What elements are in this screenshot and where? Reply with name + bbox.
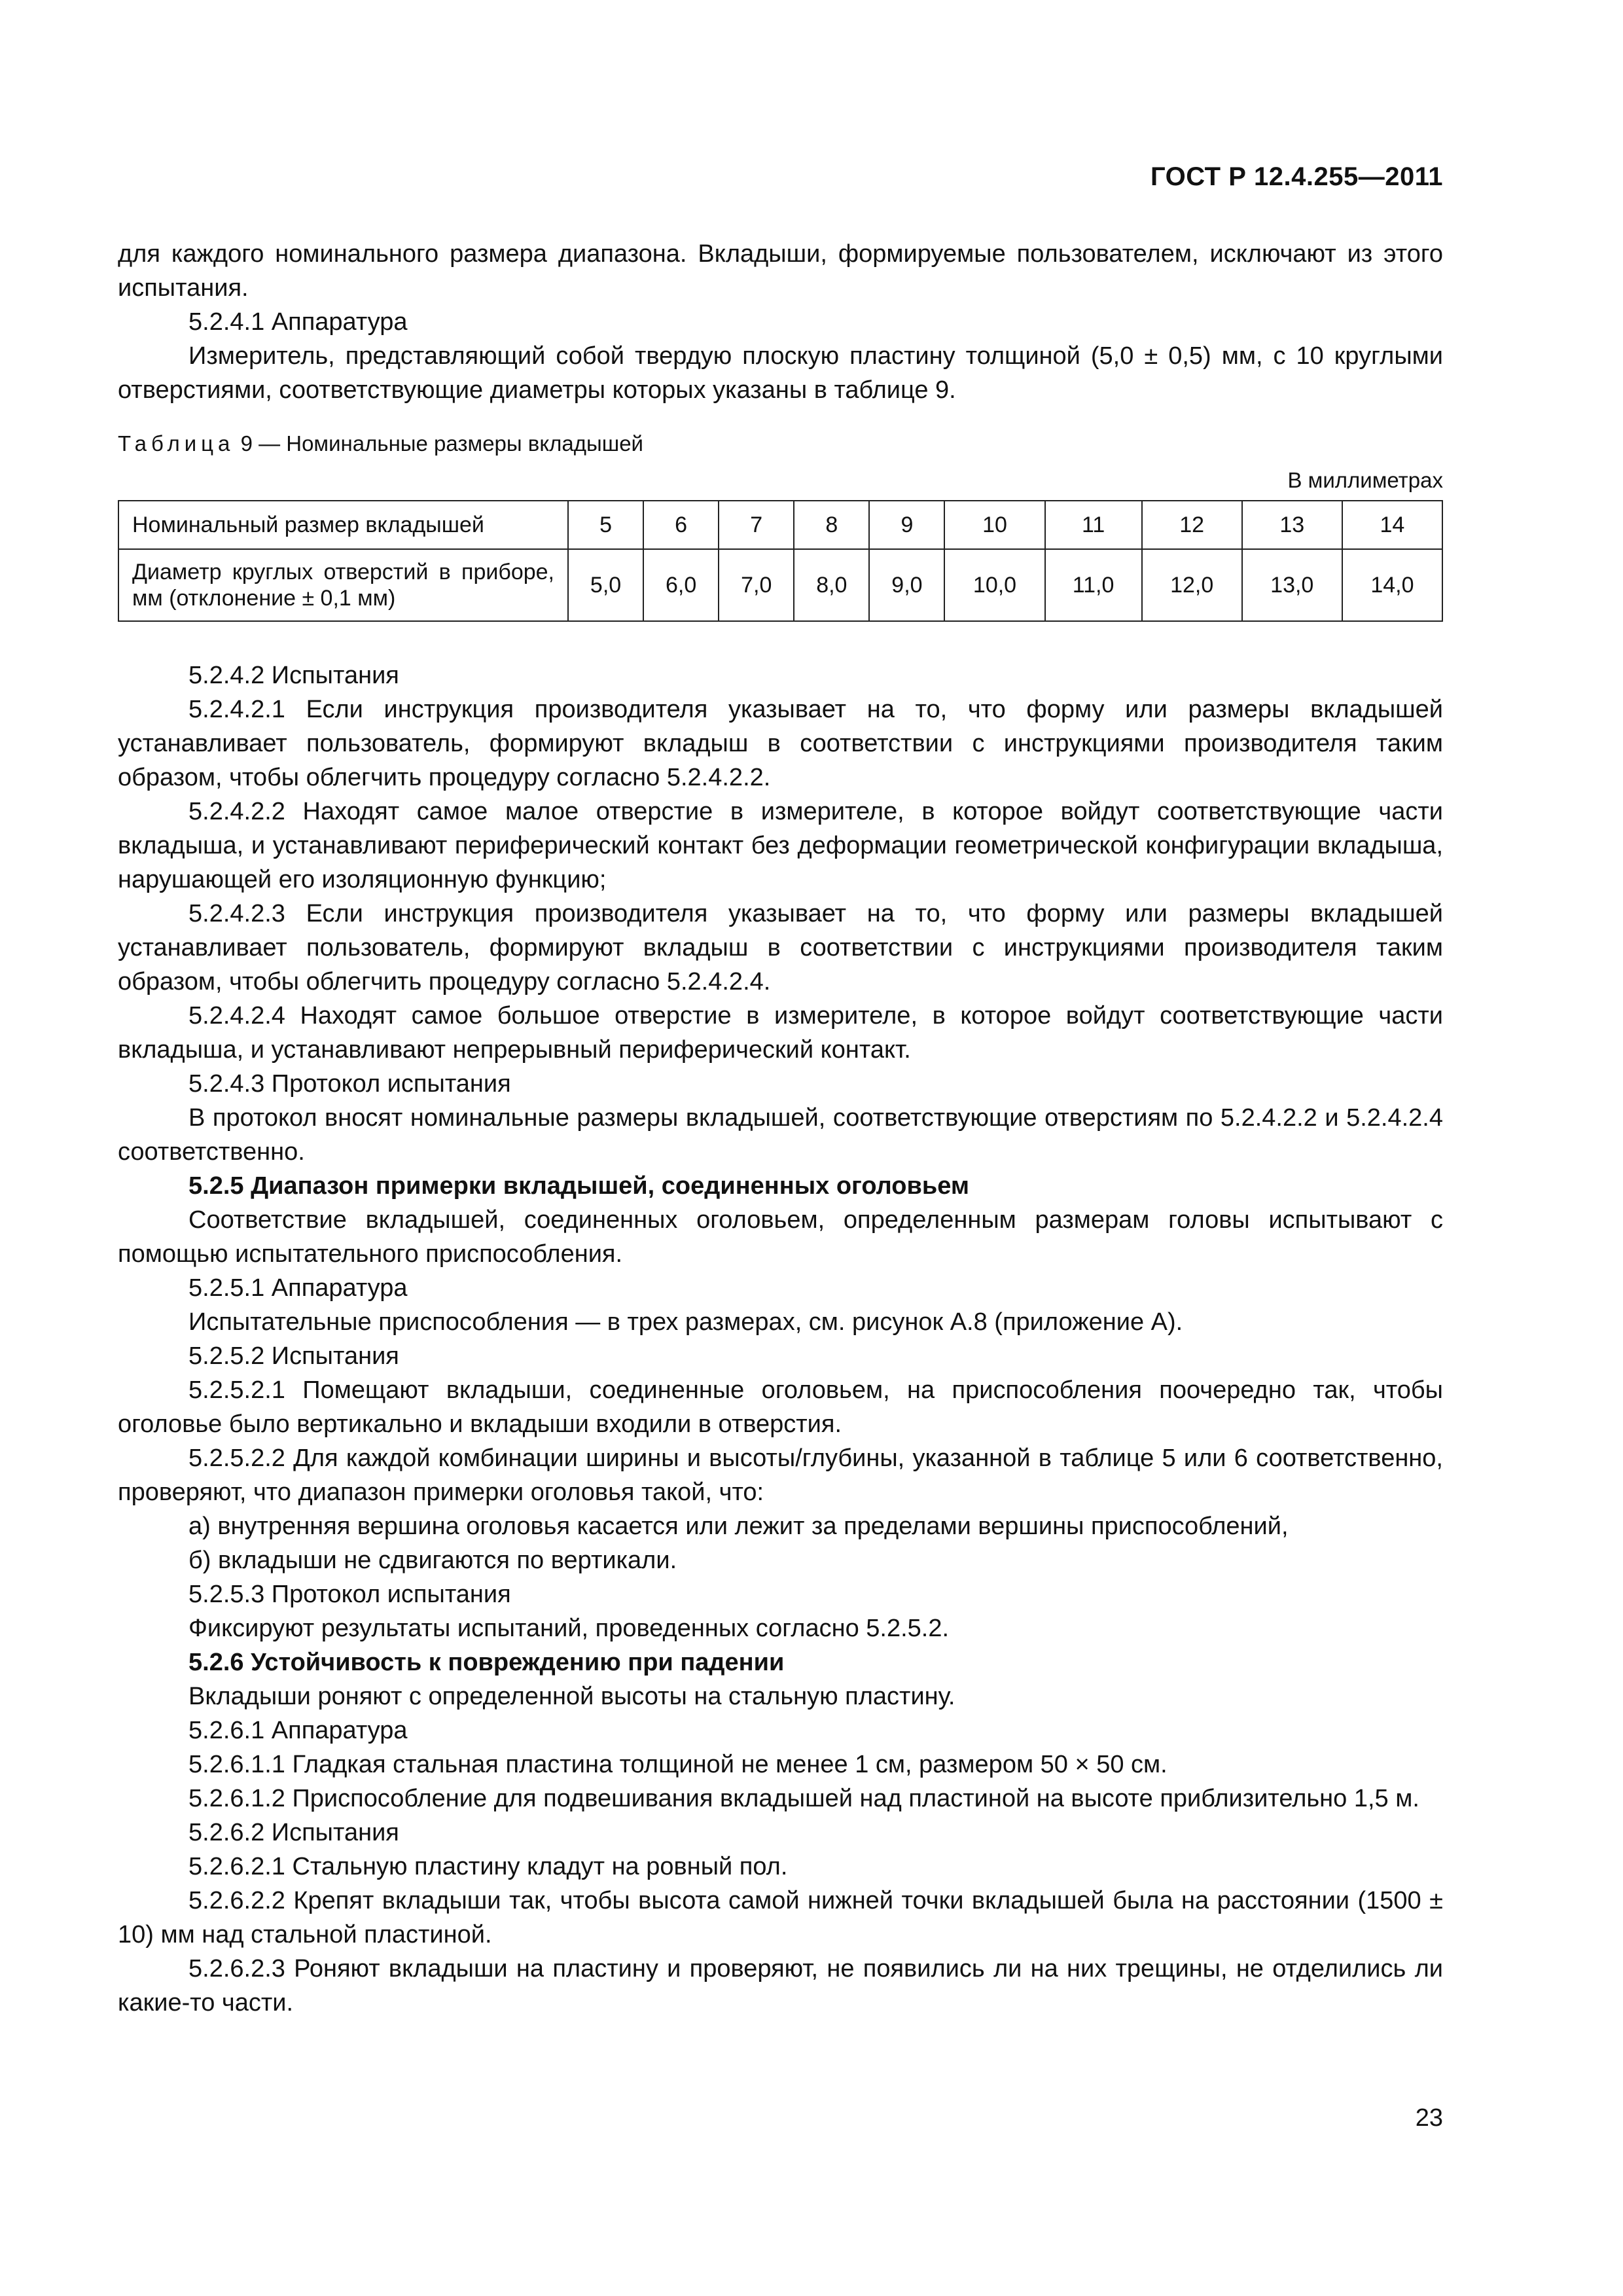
table-cell: 13: [1242, 501, 1342, 549]
table-cell: 5: [568, 501, 643, 549]
table-cell: 9: [869, 501, 944, 549]
table-cell: 14,0: [1342, 549, 1442, 621]
table-9-caption: [118, 428, 1443, 459]
subsection-title-5242: 5.2.4.2 Испытания: [188, 662, 399, 689]
paragraph-52622: 5.2.6.2.2 Крепят вкладыши так, чтобы высота самой нижней точки вкладышей была на расстоянии (1500 ± 10) мм над стальной пластиной.: [118, 1887, 1443, 1948]
paragraph-52422: 5.2.4.2.2 Находят самое малое отверстие в измерителе, в которое войдут соответствующие части вкладыша, и устанавливают периферический контакт без деформации геометрической конфигурации вкладыша, нарушающей его изоляционную функцию;: [118, 798, 1443, 893]
section-heading-526: 5.2.6 Устойчивость к повреждению при падении: [188, 1649, 785, 1676]
paragraph-52612: 5.2.6.1.2 Приспособление для подвешивания вкладышей над пластиной на высоте приблизительно 1,5 м.: [188, 1785, 1419, 1812]
table-cell: 6,0: [643, 549, 719, 621]
row-header-nominal-size: Номинальный размер вкладышей: [118, 501, 568, 549]
section-heading-525: 5.2.5 Диапазон примерки вкладышей, соединенных оголовьем: [188, 1172, 969, 1200]
table-cell: 12: [1142, 501, 1242, 549]
table-row-nominal-size: [118, 501, 1442, 549]
table-cell: 14: [1342, 501, 1442, 549]
document-page: [118, 0, 1443, 2296]
subsection-title-5261: 5.2.6.1 Аппаратура: [188, 1717, 408, 1744]
table-cell: 6: [643, 501, 719, 549]
paragraph-52522: 5.2.5.2.2 Для каждой комбинации ширины и высоты/глубины, указанной в таблице 5 или 6 соответственно, проверяют, что диапазон примерки оголовья такой, что:: [118, 1444, 1443, 1506]
paragraph-continuation: для каждого номинального размера диапазона. Вкладыши, формируемые пользователем, исключают из этого испытания.: [118, 240, 1443, 302]
table-cell: 12,0: [1142, 549, 1242, 621]
table-9: [118, 500, 1443, 622]
paragraph-apparatus-description: Измеритель, представляющий собой твердую плоскую пластину толщиной (5,0 ± 0,5) мм, с 10 круглыми отверстиями, соответствующие диаметры которых указаны в таблице 9.: [118, 342, 1443, 404]
page-number: 23: [1415, 2104, 1443, 2132]
paragraph-52611: 5.2.6.1.1 Гладкая стальная пластина толщиной не менее 1 см, размером 50 × 50 см.: [188, 1751, 1168, 1778]
list-item-b: б) вкладыши не сдвигаются по вертикали.: [188, 1547, 677, 1574]
table-row-hole-diameter: [118, 549, 1442, 621]
table-cell: 13,0: [1242, 549, 1342, 621]
paragraph-5253: Фиксируют результаты испытаний, проведенных согласно 5.2.5.2.: [188, 1615, 950, 1642]
subsection-title-5251: 5.2.5.1 Аппаратура: [188, 1274, 408, 1302]
subsection-title-5262: 5.2.6.2 Испытания: [188, 1819, 399, 1846]
table-cell: 8: [794, 501, 869, 549]
row-header-hole-diameter: Диаметр круглых отверстий в приборе, мм (отклонение ± 0,1 мм): [118, 549, 568, 621]
subsection-title-5253: 5.2.5.3 Протокол испытания: [188, 1581, 511, 1608]
table-cell: 5,0: [568, 549, 643, 621]
table-cell: 10,0: [944, 549, 1044, 621]
table-cell: 7,0: [719, 549, 794, 621]
table-cell: 10: [944, 501, 1044, 549]
table-9-caption-block: [118, 428, 1443, 459]
document-header: ГОСТ Р 12.4.255—2011: [1150, 162, 1443, 191]
subsection-title-5252: 5.2.5.2 Испытания: [188, 1342, 399, 1370]
paragraph-protocol-5243: В протокол вносят номинальные размеры вкладышей, соответствующие отверстиям по 5.2.4.2.2 и 5.2.4.2.4 соответственно.: [118, 1104, 1443, 1166]
paragraph-52421: 5.2.4.2.1 Если инструкция производителя указывает на то, что форму или размеры вкладышей устанавливает пользователь, формируют вкладыш в соответствии с инструкциями производителя таким образом, чтобы облегчить процедуру согласно 5.2.4.2.2.: [118, 696, 1443, 791]
paragraph-525-intro: Соответствие вкладышей, соединенных оголовьем, определенным размерам головы испытывают с помощью испытательного приспособления.: [118, 1206, 1443, 1268]
table-cell: 9,0: [869, 549, 944, 621]
paragraph-52423: 5.2.4.2.3 Если инструкция производителя указывает на то, что форму или размеры вкладышей устанавливает пользователь, формируют вкладыш в соответствии с инструкциями производителя таким образом, чтобы облегчить процедуру согласно 5.2.4.2.4.: [118, 900, 1443, 996]
paragraph-52424: 5.2.4.2.4 Находят самое большое отверстие в измерителе, в которое войдут соответствующие части вкладыша, и устанавливают непрерывный периферический контакт.: [118, 1002, 1443, 1064]
paragraph-5251: Испытательные приспособления — в трех размерах, см. рисунок А.8 (приложение А).: [188, 1308, 1183, 1336]
subsection-title-5241: 5.2.4.1 Аппаратура: [188, 308, 408, 336]
table-cell: 11: [1045, 501, 1142, 549]
table-caption-label: Таблица: [118, 431, 235, 456]
table-cell: 11,0: [1045, 549, 1142, 621]
paragraph-52521: 5.2.5.2.1 Помещают вкладыши, соединенные оголовьем, на приспособления поочередно так, чтобы оголовье было вертикально и вкладыши входили в отверстия.: [118, 1376, 1443, 1438]
paragraph-52621: 5.2.6.2.1 Стальную пластину кладут на ровный пол.: [188, 1853, 788, 1880]
table-units: В миллиметрах: [1287, 468, 1443, 492]
document-body: [118, 237, 1443, 2020]
table-cell: 8,0: [794, 549, 869, 621]
table-caption-text: 9 — Номинальные размеры вкладышей: [240, 431, 643, 456]
subsection-title-5243: 5.2.4.3 Протокол испытания: [188, 1070, 511, 1098]
paragraph-52623: 5.2.6.2.3 Роняют вкладыши на пластину и проверяют, не появились ли на них трещины, не отделились ли какие-то части.: [118, 1955, 1443, 2017]
list-item-a: а) внутренняя вершина оголовья касается или лежит за пределами вершины приспособлений,: [188, 1513, 1289, 1540]
table-cell: 7: [719, 501, 794, 549]
paragraph-526-intro: Вкладыши роняют с определенной высоты на стальную пластину.: [188, 1683, 955, 1710]
